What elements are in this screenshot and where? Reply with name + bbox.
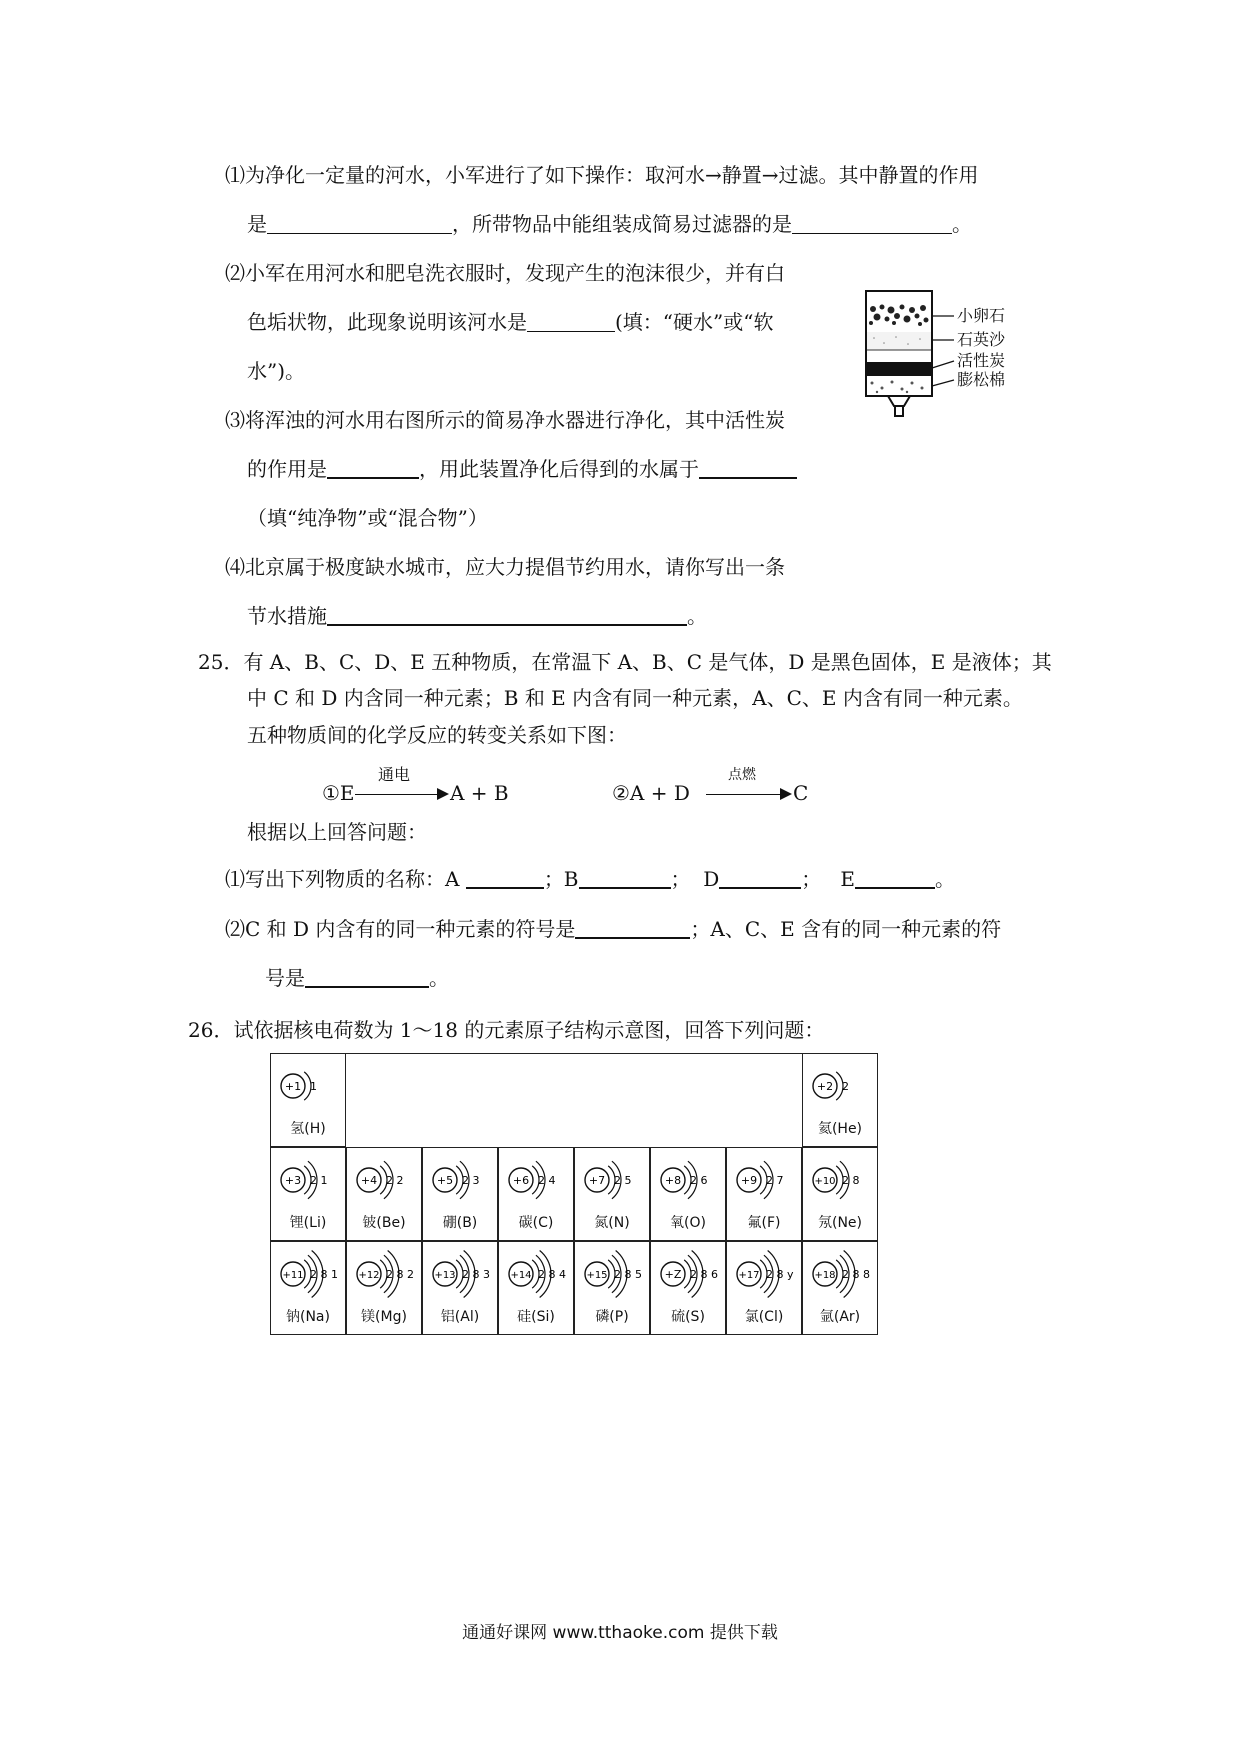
electron-counts: 2 8 4 [538, 1268, 566, 1281]
element-name: 氢(H) [290, 1121, 326, 1137]
reaction1-right: A + B [450, 781, 509, 805]
element-name: 镁(Mg) [361, 1309, 407, 1325]
electron-counts: 2 8 3 [462, 1268, 490, 1281]
element-name: 铝(Al) [440, 1309, 480, 1325]
filter-label-quartz-sand: 石英沙 [957, 330, 1006, 349]
electron-counts: 2 7 [766, 1174, 784, 1187]
water-purifier-diagram [858, 288, 958, 438]
electron-counts: 2 8 1 [310, 1268, 338, 1281]
electron-counts: 2 8 2 [386, 1268, 414, 1281]
nucleus-charge: +14 [510, 1270, 532, 1281]
nucleus-charge: +18 [814, 1270, 836, 1281]
atom-structure-diagram [809, 1154, 875, 1208]
element-cell [422, 1147, 498, 1241]
q24-part3-text-a: 的作用是 [247, 457, 327, 481]
nucleus-charge: +2 [816, 1080, 834, 1093]
q25-part2-text-d: 。 [429, 966, 449, 990]
q24-part3-line1: ⑶将浑浊的河水用右图所示的简易净水器进行净化，其中活性炭 [225, 408, 785, 432]
answer-blank-B[interactable] [579, 865, 671, 889]
answer-blank-water-saving[interactable] [327, 602, 687, 626]
electron-counts: 2 8 6 [690, 1268, 718, 1281]
footer-credit: 通通好课网 www.tthaoke.com 提供下载 [462, 1623, 778, 1643]
q25-part1-text-a: ⑴写出下列物质的名称：A [225, 867, 460, 891]
atom-structure-diagram [505, 1248, 571, 1302]
element-cell [574, 1147, 650, 1241]
answer-blank-water-type[interactable] [527, 309, 615, 332]
electron-counts: 1 [310, 1080, 317, 1093]
element-name: 氦(He) [817, 1121, 863, 1137]
answer-blank-settling-purpose[interactable] [267, 211, 452, 234]
element-cell [650, 1147, 726, 1241]
nucleus-charge: +1 [284, 1080, 302, 1093]
element-cell [802, 1053, 878, 1147]
element-name: 硼(B) [442, 1215, 478, 1231]
element-name: 铍(Be) [362, 1215, 406, 1231]
element-cell [346, 1147, 422, 1241]
answer-blank-water-purity[interactable] [699, 455, 797, 479]
q25-part1-text-d: D [703, 867, 720, 891]
q24-part2-text-b: (填：“硬水”或“软 [615, 310, 774, 334]
q24-part4-text-a: 节水措施 [247, 604, 327, 628]
element-cell [270, 1147, 346, 1241]
q24-part1-text-a: 是 [247, 212, 267, 236]
atom-structure-diagram [809, 1248, 875, 1302]
q25-part2-text-a: ⑵C 和 D 内含有的同一种元素的符号是 [225, 917, 576, 941]
atom-structure-diagram [277, 1248, 343, 1302]
element-cell [270, 1241, 346, 1335]
element-cell [346, 1241, 422, 1335]
q24-part3-line2 [247, 454, 797, 484]
element-name: 氯(Cl) [744, 1309, 784, 1325]
reaction1-condition: 通电 [378, 765, 411, 784]
q24-part1-text-b: ，所带物品中能组装成简易过滤器的是 [452, 212, 792, 236]
atom-structure-diagram [429, 1248, 495, 1302]
element-name: 氖(Ne) [817, 1215, 862, 1231]
nucleus-charge: +17 [738, 1270, 760, 1281]
nucleus-charge: +5 [436, 1174, 454, 1187]
nucleus-charge: +8 [664, 1174, 682, 1187]
element-name: 氟(F) [747, 1215, 781, 1231]
q24-part1-line2 [247, 209, 972, 239]
q25-part1-text-b: ；B [543, 867, 579, 891]
q24-part4-text-b: 。 [687, 604, 707, 628]
reaction1-arrow [355, 794, 447, 795]
electron-counts: 2 8 8 [842, 1268, 870, 1281]
electron-counts: 2 [842, 1080, 849, 1093]
nucleus-charge: +3 [284, 1174, 302, 1187]
q25-line3: 五种物质间的化学反应的转变关系如下图： [247, 723, 627, 747]
filter-label-cotton: 膨松棉 [957, 370, 1006, 389]
nucleus-charge: +6 [512, 1174, 530, 1187]
nucleus-charge: +12 [358, 1270, 380, 1281]
q25-part2-text-c: 号是 [265, 966, 305, 990]
reaction2-condition: 点燃 [728, 767, 756, 783]
q24-part1-line1: ⑴为净化一定量的河水，小军进行了如下操作：取河水→静置→过滤。其中静置的作用 [225, 163, 979, 187]
q24-part4-line1: ⑷北京属于极度缺水城市，应大力提倡节约用水，请你写出一条 [225, 555, 785, 579]
atom-structure-diagram [733, 1154, 799, 1208]
answer-blank-ACE-element[interactable] [305, 964, 429, 988]
element-cell [726, 1147, 802, 1241]
reaction2-left: ②A + D [612, 781, 690, 805]
element-name: 硅(Si) [517, 1309, 555, 1325]
filter-label-gravel: 小卵石 [957, 306, 1006, 325]
electron-counts: 2 3 [462, 1174, 480, 1187]
q25-line4: 根据以上回答问题： [247, 820, 427, 844]
nucleus-charge: +4 [360, 1174, 378, 1187]
answer-blank-carbon-role[interactable] [327, 455, 419, 479]
q24-part4-line2 [247, 601, 707, 631]
nucleus-charge: +Z [664, 1268, 682, 1281]
element-name: 硫(S) [671, 1309, 705, 1325]
q25-part1-text-e: ； [801, 867, 822, 891]
electron-counts: 2 4 [538, 1174, 556, 1187]
element-cell [802, 1241, 878, 1335]
table-top-border [346, 1053, 802, 1054]
element-cell [650, 1241, 726, 1335]
electron-counts: 2 8 5 [614, 1268, 642, 1281]
nucleus-charge: +11 [282, 1270, 304, 1281]
nucleus-charge: +10 [814, 1176, 836, 1187]
element-cell [422, 1241, 498, 1335]
q24-part3-line3: （填“纯净物”或“混合物”） [247, 506, 488, 530]
element-cell [574, 1241, 650, 1335]
q24-part3-text-b: ，用此装置净化后得到的水属于 [419, 457, 699, 481]
q25-line1: 25．有 A、B、C、D、E 五种物质，在常温下 A、B、C 是气体，D 是黑色固体，E 是液体；其 [198, 650, 1052, 674]
element-name: 磷(P) [595, 1309, 629, 1325]
answer-blank-CD-element[interactable] [575, 915, 690, 939]
atom-structure-diagram [657, 1154, 723, 1208]
atom-structure-diagram [353, 1248, 419, 1302]
q25-line2: 中 C 和 D 内含同一种元素；B 和 E 内含有同一种元素，A、C、E 内含有同一种元素。 [247, 686, 1023, 710]
element-cell [270, 1053, 346, 1147]
electron-counts: 2 8 y [766, 1268, 794, 1281]
nucleus-charge: +9 [740, 1174, 758, 1187]
answer-blank-A[interactable] [466, 865, 544, 889]
q24-part2-line2 [247, 307, 773, 337]
atom-structure-diagram [277, 1154, 343, 1208]
electron-counts: 2 5 [614, 1174, 632, 1187]
reaction2-right: C [793, 781, 809, 805]
atom-structure-diagram [581, 1154, 647, 1208]
element-name: 钠(Na) [286, 1309, 330, 1325]
nucleus-charge: +7 [588, 1174, 606, 1187]
nucleus-charge: +13 [434, 1270, 456, 1281]
element-name: 氩(Ar) [819, 1309, 861, 1325]
electron-counts: 2 2 [386, 1174, 404, 1187]
q25-part2-text-b: ；A、C、E 含有的同一种元素的符 [690, 917, 1002, 941]
q25-part1 [225, 864, 955, 894]
element-cell [498, 1241, 574, 1335]
atom-structure-diagram [733, 1248, 799, 1302]
answer-blank-filter-items[interactable] [792, 211, 952, 234]
element-name: 锂(Li) [289, 1215, 327, 1231]
answer-blank-E[interactable] [855, 865, 935, 889]
answer-blank-D[interactable] [719, 865, 801, 889]
element-cell [726, 1241, 802, 1335]
q25-part1-text-f: E [840, 867, 855, 891]
q24-part2-text-a: 色垢状物，此现象说明该河水是 [247, 310, 527, 334]
element-cell [498, 1147, 574, 1241]
atom-structure-diagram [353, 1154, 419, 1208]
atom-structure-diagram [657, 1248, 723, 1302]
reaction2-arrow [706, 794, 790, 795]
element-name: 碳(C) [518, 1215, 554, 1231]
element-cell [802, 1147, 878, 1241]
q25-part2-line2 [265, 963, 449, 993]
atom-structure-diagram [581, 1248, 647, 1302]
atom-structure-diagram [809, 1060, 875, 1114]
reaction1-left: ①E [322, 781, 355, 805]
q24-part2-line1: ⑵小军在用河水和肥皂洗衣服时，发现产生的泡沫很少，并有白 [225, 261, 785, 285]
filter-label-activated-carbon: 活性炭 [957, 351, 1006, 370]
nucleus-charge: +15 [586, 1270, 608, 1281]
electron-counts: 2 6 [690, 1174, 708, 1187]
q26-line1: 26．试依据核电荷数为 1～18 的元素原子结构示意图，回答下列问题： [188, 1018, 825, 1042]
q25-part1-text-c: ； [670, 867, 691, 891]
q25-part1-text-g: 。 [934, 867, 955, 891]
atom-structure-diagram [505, 1154, 571, 1208]
q24-part1-text-c: 。 [952, 212, 972, 236]
q25-part2-line1 [225, 914, 1001, 944]
atom-structure-diagram [277, 1060, 343, 1114]
q24-part2-line3: 水”)。 [247, 359, 306, 383]
electron-counts: 2 1 [310, 1174, 328, 1187]
element-name: 氮(N) [594, 1215, 630, 1231]
electron-counts: 2 8 [842, 1174, 860, 1187]
atom-structure-diagram [429, 1154, 495, 1208]
element-name: 氧(O) [670, 1215, 706, 1231]
